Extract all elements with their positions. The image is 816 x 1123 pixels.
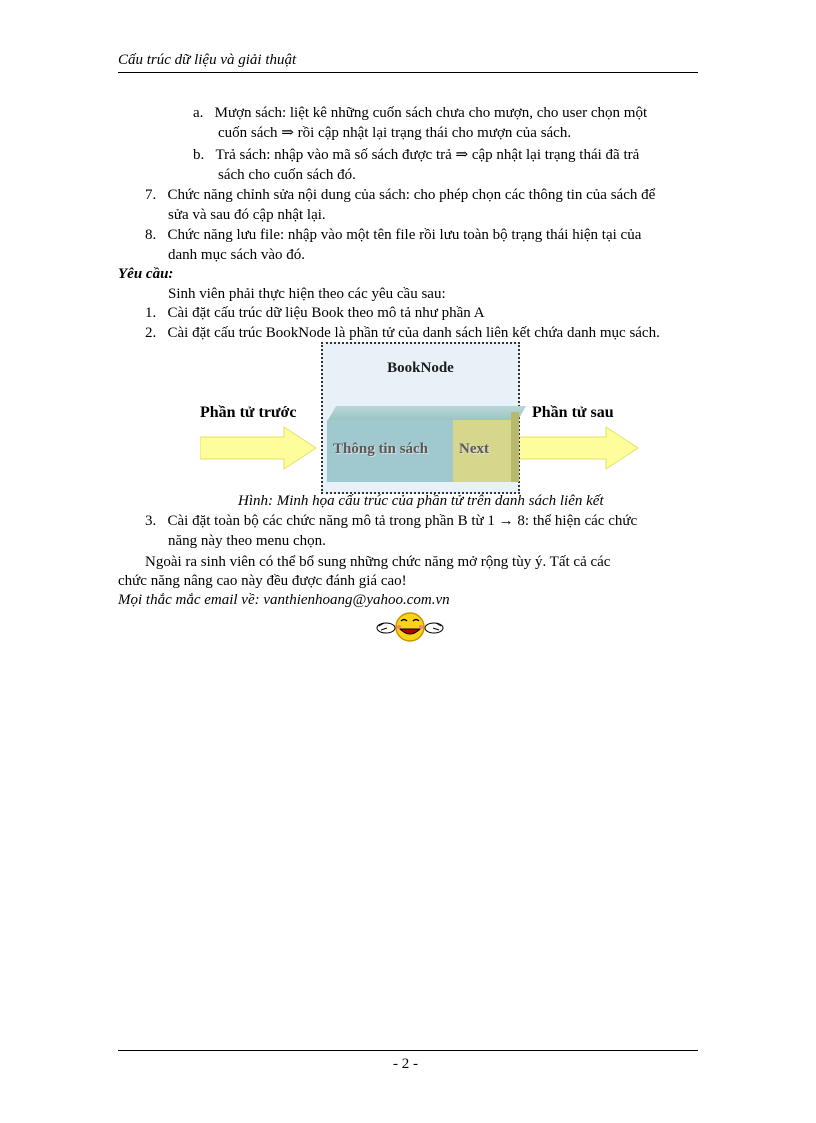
- box-top-face: [328, 406, 526, 420]
- list-item-b-line1: b. Trả sách: nhập vào mã số sách được trả ⇒ cập nhật lại trạng thái đã trả: [193, 147, 640, 163]
- footer-rule: [118, 1050, 698, 1051]
- requirement-3-line1: 3. Cài đặt toàn bộ các chức năng mô tả trong phần B từ 1 → 8: thể hiện các chức: [145, 513, 638, 529]
- list-item-7-line1: 7. Chức năng chỉnh sửa nội dung của sách: cho phép chọn các thông tin của sách để: [145, 187, 656, 203]
- box-side-face: [511, 412, 519, 482]
- extra-note-line2: chức năng nâng cao này đều được đánh giá cao!: [118, 573, 407, 589]
- left-arrow-label: Phần tử trước: [200, 404, 297, 421]
- left-arrow: [200, 425, 320, 471]
- requirements-heading: Yêu cầu:: [118, 266, 174, 282]
- figure-caption: Hình: Minh họa cấu trúc của phần tử trên danh sách liên kết: [238, 493, 604, 509]
- requirement-1: 1. Cài đặt cấu trúc dữ liệu Book theo mô tả như phần A: [145, 305, 485, 321]
- list-item-b-line2: sách cho cuốn sách đó.: [218, 167, 356, 183]
- list-item-8-line1: 8. Chức năng lưu file: nhập vào một tên file rồi lưu toàn bộ trạng thái hiện tại của: [145, 227, 642, 243]
- list-item-8-line2: danh mục sách vào đó.: [168, 247, 306, 263]
- list-item-a-line2: cuốn sách ⇒ rồi cập nhật lại trạng thái cho mượn của sách.: [218, 125, 572, 141]
- requirement-3-line2: năng này theo menu chọn.: [168, 533, 326, 549]
- extra-note-line1: Ngoài ra sinh viên có thể bổ sung những chức năng mở rộng tùy ý. Tất cả các: [145, 554, 611, 570]
- booknode-title: BookNode: [387, 360, 454, 376]
- requirements-intro: Sinh viên phải thực hiện theo các yêu cầu sau:: [168, 286, 446, 302]
- contact-email: Mọi thắc mắc email về: vanthienhoang@yahoo.com.vn: [118, 592, 450, 608]
- smiley-icon: [375, 610, 445, 644]
- book-info-label: Thông tin sách: [333, 441, 429, 457]
- right-arrow: [518, 425, 642, 471]
- page-number: - 2 -: [393, 1056, 418, 1072]
- header-rule: [118, 72, 698, 73]
- requirement-2: 2. Cài đặt cấu trúc BookNode là phần tử của danh sách liên kết chứa danh mục sách.: [145, 325, 660, 341]
- list-item-a-line1: a. Mượn sách: liệt kê những cuốn sách chưa cho mượn, cho user chọn một: [193, 105, 648, 121]
- right-arrow-label: Phần tử sau: [532, 404, 614, 421]
- next-label: Next: [459, 441, 489, 457]
- list-item-7-line2: sửa và sau đó cập nhật lại.: [168, 207, 326, 223]
- running-header: Cấu trúc dữ liệu và giải thuật: [118, 52, 297, 68]
